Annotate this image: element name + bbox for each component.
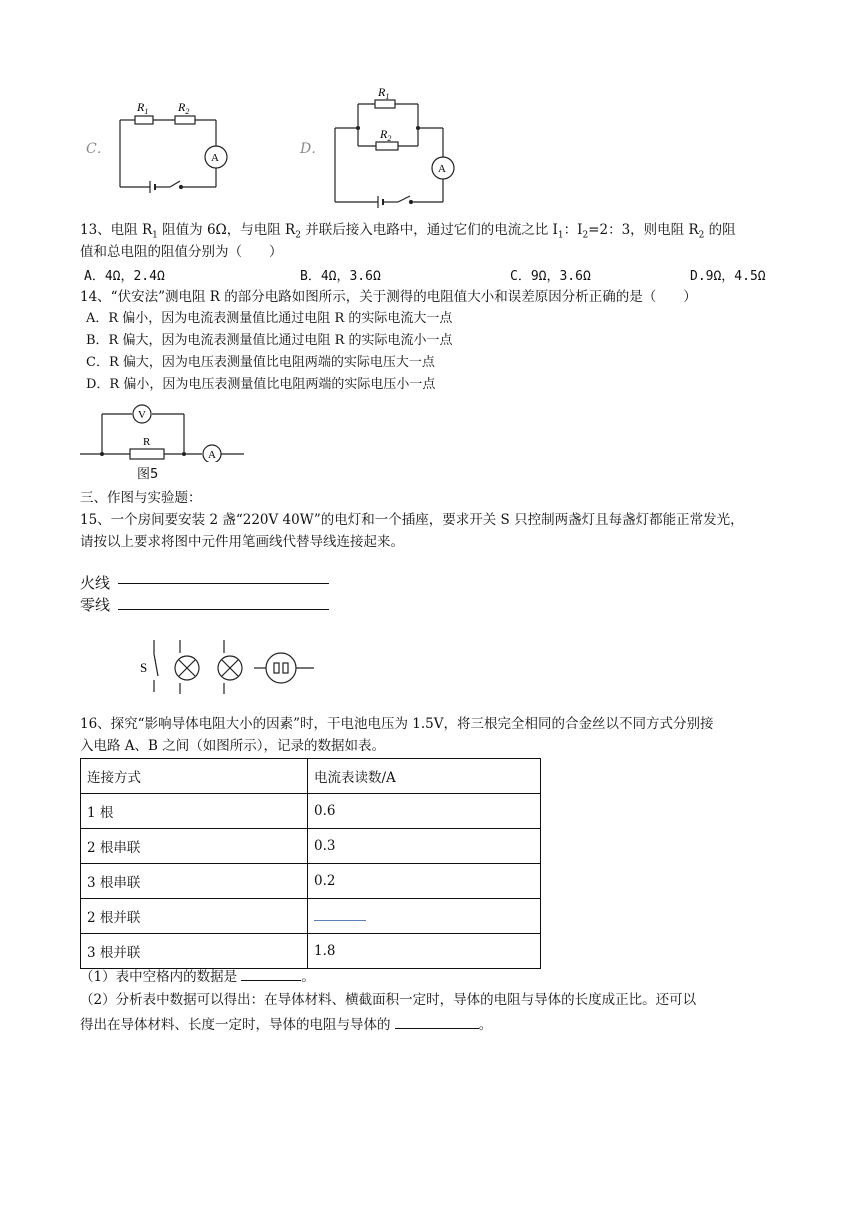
q16-line2: 入电路 A、B 之间（如图所示），记录的数据如表。: [80, 738, 386, 754]
table-cell: 1.8: [308, 934, 541, 969]
ammeter-label: A: [208, 449, 216, 461]
neutral-wire-label: 零线: [80, 596, 111, 614]
circuit-figure-c: [108, 92, 238, 196]
resistor-r: [130, 449, 164, 459]
neutral-wire: [118, 609, 329, 610]
figure-d-label: D．: [300, 141, 326, 157]
q16-line1: 16、探究“影响导体电阻大小的因素”时，干电池电压为 1.5V，将三根完全相同的合金丝以不同方式分别接: [80, 716, 714, 732]
r1-label: $R_1$: [378, 85, 390, 101]
q13-line1: 13、电阻 $R_1$ 阻值为 6Ω，与电阻 $R_2$ 并联后接入电路中，通过它们的电流之比 $I_1$：$I_2=2$：3，则电阻 $R_2$ 的阻: [80, 222, 736, 241]
q14-stem: 14、“伏安法”测电阻 R 的部分电路如图所示，关于测得的电阻值大小和误差原因分析正确的是（ ）: [80, 289, 697, 305]
table-cell: 3 根并联: [81, 934, 308, 969]
figure-c-label: C．: [86, 141, 111, 157]
resistor-r2: [376, 142, 398, 150]
table-cell: 2 根串联: [81, 829, 308, 864]
answer-blank[interactable]: [241, 966, 301, 981]
socket-icon: [266, 653, 296, 683]
table-cell: 0.3: [308, 829, 541, 864]
resistor-r2: [175, 116, 195, 124]
table-cell: 0.2: [308, 864, 541, 899]
q14-option-c: C．R 偏大，因为电压表测量值比电阻两端的实际电压大一点: [86, 355, 435, 370]
ammeter-label: A: [211, 152, 219, 164]
table-cell: 0.6: [308, 794, 541, 829]
table-header: 连接方式: [81, 759, 308, 794]
switch-label: S: [140, 660, 148, 675]
answer-blank[interactable]: [314, 908, 366, 921]
q16-sub1: （1）表中空格内的数据是 。: [80, 966, 315, 987]
r2-label: $R_2$: [380, 127, 392, 143]
table-cell: 1 根: [81, 794, 308, 829]
section-title: 三、作图与实验题：: [80, 490, 202, 506]
table-row: [81, 899, 541, 934]
table-cell: 3 根串联: [81, 864, 308, 899]
q14-option-b: B．R 偏大，因为电流表测量值比通过电阻 R 的实际电流小一点: [86, 333, 453, 348]
table-cell-blank[interactable]: [308, 899, 541, 934]
q13-option-a: A．4Ω，2.4Ω: [84, 269, 165, 284]
q14-circuit-figure: [80, 400, 250, 462]
q14-option-d: D．R 偏小，因为电压表测量值比电阻两端的实际电压小一点: [86, 377, 436, 392]
q13-option-b: B．4Ω，3.6Ω: [300, 269, 381, 284]
answer-blank[interactable]: [395, 1014, 479, 1029]
q13-option-d: D.9Ω，4.5Ω: [690, 269, 766, 284]
voltmeter-label: V: [138, 409, 146, 421]
live-wire-label: 火线: [80, 574, 111, 592]
q13-line2: 值和总电阻的阻值分别为（ ）: [80, 244, 283, 260]
q13-option-c: C．9Ω，3.6Ω: [510, 269, 591, 284]
resistor-label: R: [143, 436, 151, 448]
table-header: 电流表读数/A: [308, 759, 541, 794]
q16-sub2-line1: （2）分析表中数据可以得出：在导体材料、横截面积一定时，导体的电阻与导体的长度成正比。还可以: [80, 992, 697, 1008]
q16-sub2-line2: 得出在导体材料、长度一定时，导体的电阻与导体的 。: [80, 1014, 492, 1035]
q15-line1: 15、一个房间要安装 2 盏“220V 40W”的电灯和一个插座，要求开关 S 只控制两盏灯且每盏灯都能正常发光，: [80, 512, 744, 528]
table-row: [81, 934, 541, 969]
table-row: [81, 829, 541, 864]
live-wire: [118, 583, 329, 584]
table-row: [81, 794, 541, 829]
r1-label: $R_1$: [137, 100, 149, 116]
q14-option-a: A．R 偏小，因为电流表测量值比通过电阻 R 的实际电流大一点: [86, 311, 453, 326]
r2-label: $R_2$: [178, 100, 190, 116]
resistor-r1: [375, 100, 395, 108]
q15-components: [136, 636, 326, 696]
circuit-figure-d: [330, 84, 460, 208]
resistor-r1: [135, 116, 153, 124]
table-header-row: [81, 759, 541, 794]
figure-caption: 图5: [137, 467, 159, 482]
ammeter-label: A: [438, 163, 446, 175]
data-table: [80, 758, 541, 969]
table-row: [81, 864, 541, 899]
table-cell: 2 根并联: [81, 899, 308, 934]
q15-line2: 请按以上要求将图中元件用笔画线代替导线连接起来。: [80, 534, 404, 550]
